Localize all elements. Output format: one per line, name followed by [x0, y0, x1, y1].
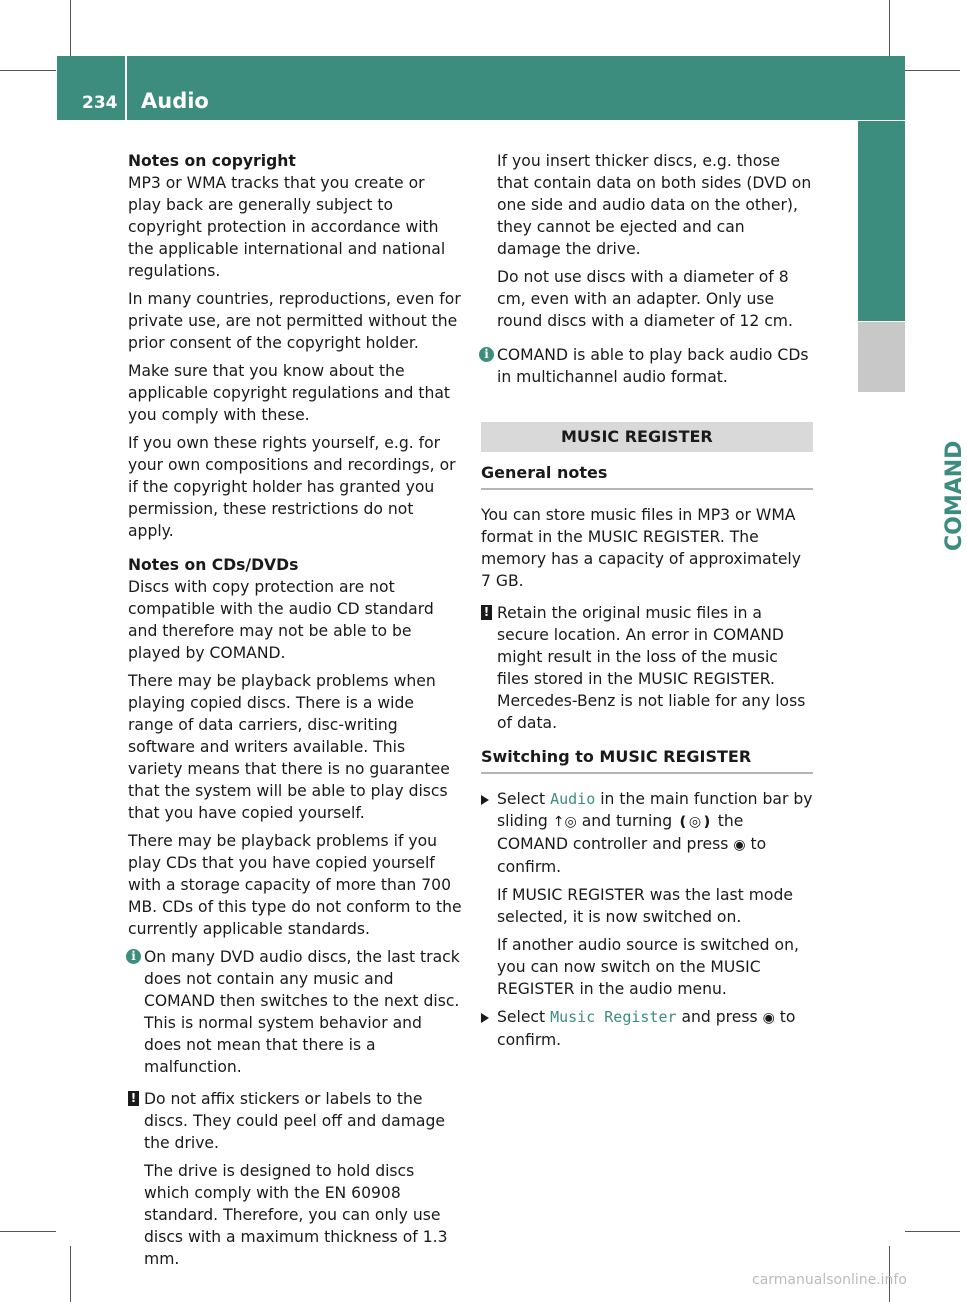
press-controller-icon: ◉	[762, 1010, 775, 1026]
paragraph: Discs with copy protection are not compatible with the audio CD standard and therefore may not be able to be played by COMAND.	[128, 578, 434, 662]
info-text: COMAND is able to play back audio CDs in multichannel audio format.	[497, 346, 809, 386]
heading-copyright: Notes on copyright	[128, 152, 296, 170]
page-number: 234	[82, 93, 118, 113]
side-tab	[858, 121, 967, 551]
heading-switching: Switching to MUSIC REGISTER	[481, 746, 813, 774]
right-column	[481, 150, 813, 1057]
paragraph: There may be playback problems if you play CDs that you have copied yourself with a storage capacity of more than 700 MB. CDs of this type do not conform to the currently applicable standards.	[128, 832, 462, 938]
info-note	[481, 344, 813, 388]
step-text: and turning	[581, 812, 673, 830]
warning-icon: !	[128, 1091, 139, 1106]
warning-text: Retain the original music files in a secure location. An error in COMAND might result in the loss of the music files stored in the MUSIC REGISTER. Mercedes-Benz is not liable for any loss of data.	[497, 604, 806, 732]
slide-up-icon: ↑◎	[552, 814, 577, 830]
paragraph: If MUSIC REGISTER was the last mode selected, it is now switched on.	[497, 886, 793, 926]
side-tab-label: COMAND	[942, 440, 967, 551]
paragraph: In many countries, reproductions, even for private use, are not permitted without the prior consent of the copyright holder.	[128, 290, 461, 352]
arrow-icon	[481, 795, 489, 805]
paragraph: If you insert thicker discs, e.g. those that contain data on both sides (DVD on one side and audio data on the other), they cannot be ejected and can damage the drive.	[497, 152, 812, 258]
paragraph: Do not use discs with a diameter of 8 cm, even with an adapter. Only use round discs with a diameter of 12 cm.	[497, 268, 793, 330]
step-text: to confirm.	[497, 1008, 796, 1049]
section-heading-music-register: MUSIC REGISTER	[481, 422, 813, 452]
step-2	[481, 1006, 813, 1051]
step-text: the COMAND controller and press	[497, 812, 744, 853]
crop-mark	[889, 0, 890, 56]
paragraph: If you own these rights yourself, e.g. for your own compositions and recordings, or if the copyright holder has granted you permission, these restrictions do not apply.	[128, 434, 456, 540]
paragraph: There may be playback problems when playing copied discs. There is a wide range of data carriers, disc-writing software and writers available. This variety means that there is no guarantee that the system will be able to play discs that you have copied yourself.	[128, 672, 450, 822]
step-text: to confirm.	[497, 835, 767, 876]
paragraph: You can store music files in MP3 or WMA format in the MUSIC REGISTER. The memory has a capacity of approximately 7 GB.	[481, 506, 801, 590]
info-note	[128, 946, 462, 1078]
step-text: in the main function bar by sliding	[497, 790, 813, 830]
warning-note	[481, 602, 813, 734]
heading-cds: Notes on CDs/DVDs	[128, 556, 299, 574]
turn-controller-icon: ❪◎❫	[677, 814, 713, 830]
step-text: Select	[497, 1008, 546, 1026]
warning-note	[128, 1088, 462, 1270]
step-text: Select	[497, 790, 546, 808]
heading-general-notes: General notes	[481, 462, 813, 490]
crop-mark	[905, 70, 960, 71]
crop-mark	[70, 1246, 71, 1302]
info-icon: i	[126, 949, 141, 964]
crop-mark	[905, 1231, 960, 1232]
step-1	[481, 788, 813, 1000]
header-divider	[125, 56, 127, 120]
section-title: Audio	[141, 89, 209, 113]
paragraph: If another audio source is switched on, you can now switch on the MUSIC REGISTER in the audio menu.	[497, 936, 799, 998]
warning-text: Do not affix stickers or labels to the discs. They could peel off and damage the drive.	[144, 1090, 445, 1152]
step-text: and press	[681, 1008, 758, 1026]
crop-mark	[0, 1231, 56, 1232]
left-column	[128, 150, 462, 1276]
paragraph: MP3 or WMA tracks that you create or play back are generally subject to copyright protection in accordance with the applicable international and national regulations.	[128, 174, 446, 280]
warning-text: The drive is designed to hold discs which comply with the EN 60908 standard. Therefore, you can only use discs with a maximum thickness of 1.3 mm.	[144, 1162, 448, 1268]
side-tab-grey	[858, 322, 905, 392]
warning-icon: !	[481, 605, 492, 620]
menu-item-audio: Audio	[550, 790, 596, 808]
paragraph: Make sure that you know about the applicable copyright regulations and that you comply with these.	[128, 362, 451, 424]
press-controller-icon: ◉	[733, 837, 746, 853]
crop-mark	[70, 0, 71, 56]
watermark: carmanualsonline.info	[752, 1272, 907, 1288]
arrow-icon	[481, 1013, 489, 1023]
info-icon: i	[479, 347, 494, 362]
info-text: On many DVD audio discs, the last track does not contain any music and COMAND then switches to the next disc. This is normal system behavior and does not mean that there is a malfunction.	[144, 948, 460, 1076]
menu-item-music-register: Music Register	[550, 1008, 677, 1026]
crop-mark	[0, 70, 56, 71]
